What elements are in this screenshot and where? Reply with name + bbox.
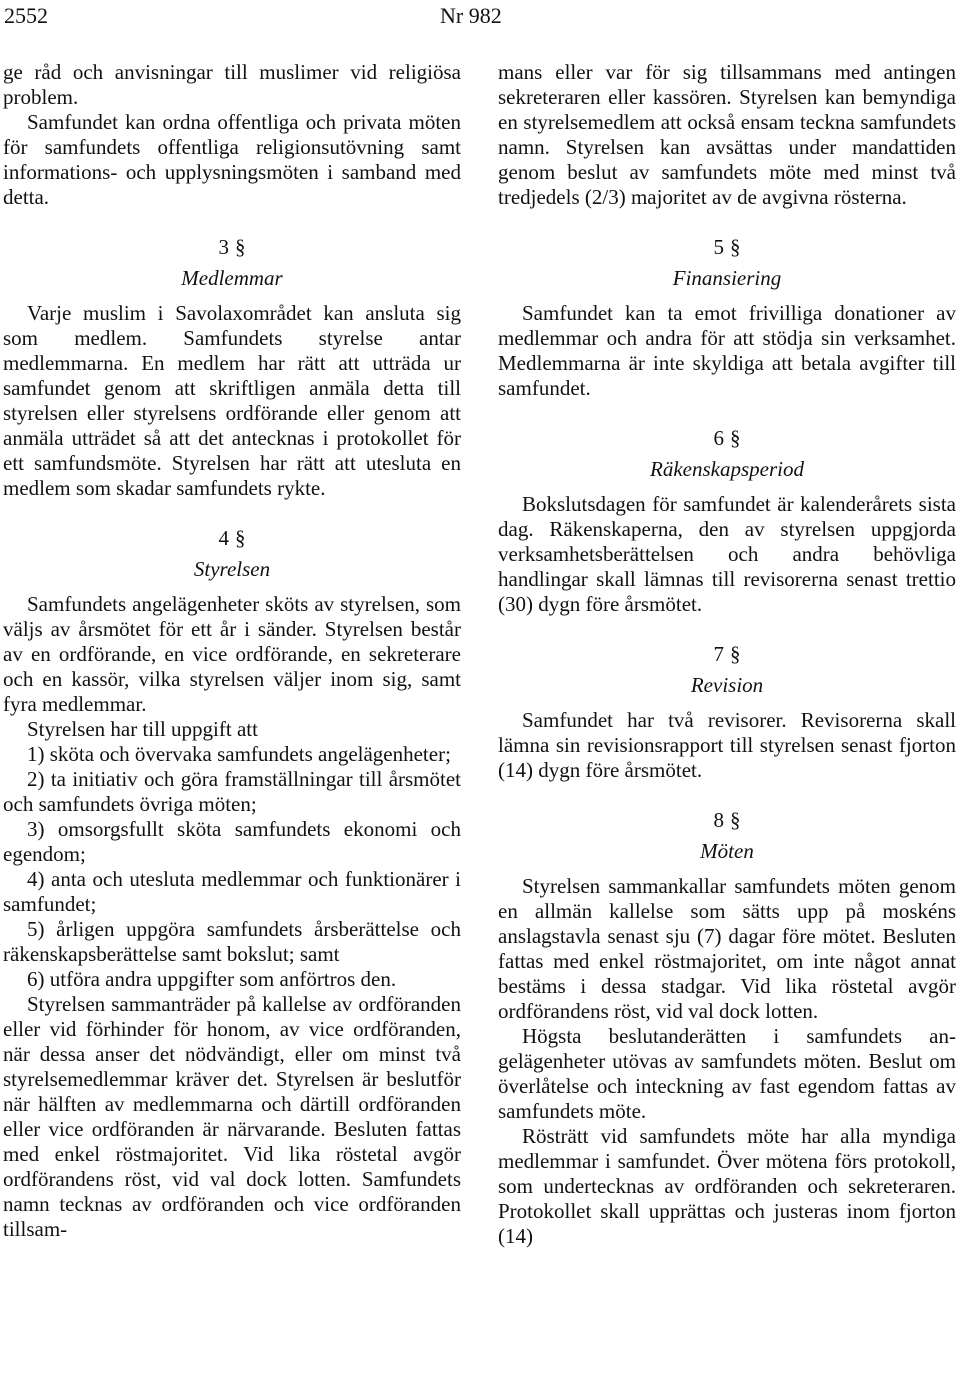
list-item: 4) anta och utesluta medlemmar och funktionärer i samfundet; [3, 867, 461, 916]
section-6-number: 6 [713, 426, 724, 450]
section-sign-icon: § [730, 235, 741, 259]
section-8-paragraph-3: Rösträtt vid samfundets möte har alla myndiga medlemmar i samfundet. Över mötena förs protokoll, som undertecknas av ordföranden och sekreteraren. Protokollet skall upprättas och justeras inom fjorton (14) [498, 1124, 956, 1248]
paragraph-intro-continued: ge råd och anvisningar till muslimer vid religiösa problem. [3, 60, 461, 109]
section-7-number: 7 [713, 642, 724, 666]
section-4-paragraph-1: Samfundets angelägenheter sköts av styrelsen, som väljs av årsmötet för ett år i sänder. Styrelsen består av en ordförande, en vice ordförande, en sekreterare och en kassör, vilka styrelsen väljer inom sig, samt fyra medlemmar. [3, 592, 461, 716]
section-4-title: Styrelsen [193, 557, 271, 581]
section-8-paragraph-1: Styrelsen sammankallar samfundets möten genom en allmän kallelse som sätts upp på moskéns anslagstavla senast sju (7) dagar före mötet. Besluten fattas med enkel röstmajoritet, om inte något annat bestäms i dessa stadgar. Vid lika röstetal avgör ordförandens röst, vid val dock lotten. [498, 874, 956, 1023]
section-8-number: 8 [713, 808, 724, 832]
section-3-heading [3, 234, 461, 291]
section-5-text: Samfundet kan ta emot frivilliga donationer av medlemmar och andra för att stödja sin verksamhet. Medlemmarna är inte skyldiga att betala avgifter till samfundet. [498, 301, 956, 400]
list-item: 5) årligen uppgöra samfundets årsberättelse och räkenskapsberättelse samt bokslut; samt [3, 917, 461, 966]
section-7-text: Samfundet har två revisorer. Revisorerna skall lämna sin revisionsrapport till styrelsen senast fjorton (14) dygn före årsmötet. [498, 708, 956, 782]
issue-number: Nr 982 [440, 3, 502, 28]
section-5-number-line [498, 234, 956, 261]
section-5-number: 5 [713, 235, 724, 259]
section-8-paragraph-2: Högsta beslutanderätten i samfundets angelägenheter utövas av samfundets möten. Beslut om överlåtelse och inteckning av fast egendom fattas av samfundets möte. [498, 1024, 956, 1123]
list-item: 2) ta initiativ och göra framställningar till årsmötet och samfundets övriga möten; [3, 767, 461, 816]
section-6-title: Räkenskapsperiod [650, 457, 804, 481]
section-7-heading [498, 641, 956, 698]
section-5-title: Finansiering [672, 266, 782, 290]
section-7-number-line [498, 641, 956, 668]
page-header [0, 0, 960, 32]
section-sign-icon: § [235, 235, 246, 259]
section-sign-icon: § [730, 642, 741, 666]
section-8-heading [498, 807, 956, 864]
section-7-title: Revision [690, 673, 764, 697]
section-6-number-line [498, 425, 956, 452]
page-number: 2552 [4, 3, 48, 28]
section-8-number-line [498, 807, 956, 834]
paragraph-meetings: Samfundet kan ordna offentliga och privata möten för samfundets offentliga religionsutövning samt informations- och upplysningsmöten i samband med detta. [3, 110, 461, 209]
list-item: 1) sköta och övervaka samfundets angelägenheter; [27, 742, 451, 766]
section-6-heading [498, 425, 956, 482]
section-4-number-line [3, 525, 461, 552]
list-item: 3) omsorgsfullt sköta samfundets ekonomi och egendom; [3, 817, 461, 866]
section-sign-icon: § [235, 526, 246, 550]
list-item: 6) utföra andra uppgifter som anförtros den. [27, 967, 397, 991]
section-sign-icon: § [730, 808, 741, 832]
paragraph-signing-continued: mans eller var för sig tillsammans med antingen sekreteraren eller kassören. Styrelsen kan bemyndiga en styrelsemedlem att också ensam teckna samfundets namn. Styrelsen kan avsättas under mandattiden genom beslut av samfundets möte med minst två tredjedels (2/3) majoritet av de avgivna rösterna. [498, 60, 956, 209]
section-3-title: Medlemmar [181, 266, 283, 290]
left-column [3, 60, 461, 1242]
section-4-number: 4 [218, 526, 229, 550]
right-column [498, 60, 956, 1249]
section-4-paragraph-3: Styrelsen sammanträder på kallelse av ordföranden eller vid förhinder för honom, av vice ordföranden, när dessa anser det nödvändigt, eller om minst två styrelsemedlemmar kräver det. Styrelsen är beslutför när hälften av medlemmarna och därtill ordföranden eller vice ordföranden är närvarande. Besluten fattas med enkel röstmajoritet. Vid lika röstetal avgör ordförandens röst, vid val dock lotten. Samfundets namn tecknas av ordföranden och vice ordföranden tillsam- [3, 992, 461, 1241]
section-4-paragraph-2: Styrelsen har till uppgift att [27, 717, 258, 741]
section-5-heading [498, 234, 956, 291]
section-6-text: Bokslutsdagen för samfundet är kalenderårets sista dag. Räkenskaperna, den av styrelsen uppgjorda verksamhetsberättelsen och andra behövliga handlingar skall lämnas till revisorerna senast trettio (30) dygn före årsmötet. [498, 492, 956, 616]
section-3-text: Varje muslim i Savolaxområdet kan ansluta sig som medlem. Samfundets styrelse antar medlemmarna. En medlem har rätt att utträda ur samfundet genom att skriftligen anmäla detta till styrelsen eller styrelsens ordförande eller genom att anmäla utträdet så att det antecknas i protokollet för ett samfundsmöte. Styrelsen har rätt att utesluta en medlem som skadar samfundets rykte. [3, 301, 461, 500]
section-3-number: 3 [218, 235, 229, 259]
section-8-title: Möten [700, 839, 754, 863]
section-sign-icon: § [730, 426, 741, 450]
section-4-heading [3, 525, 461, 582]
section-3-number-line [3, 234, 461, 261]
